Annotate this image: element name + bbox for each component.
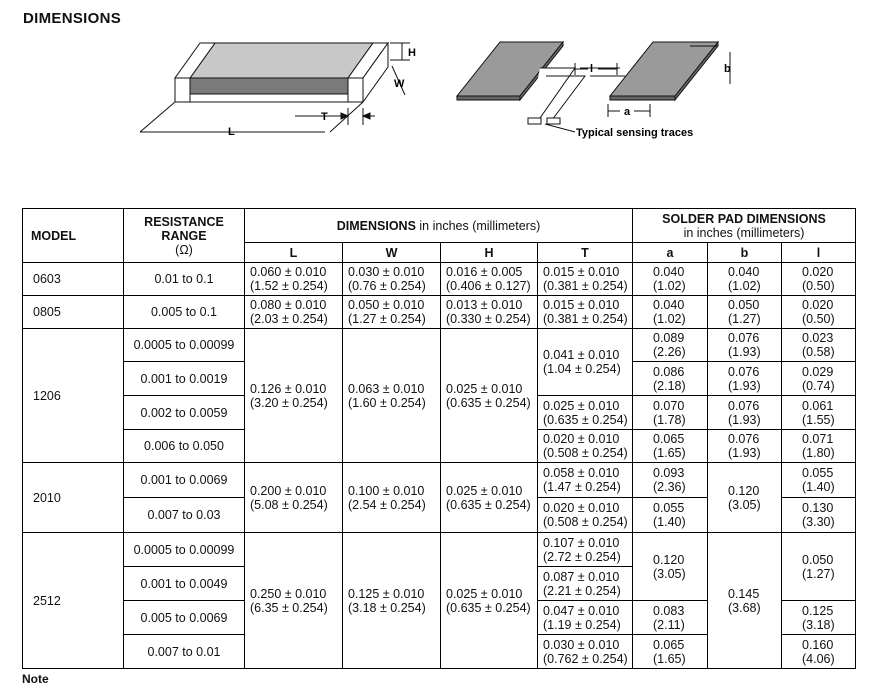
resistance-cell: 0.007 to 0.01	[124, 635, 245, 669]
b-cell: 0.076 (1.93)	[708, 430, 782, 463]
w-cell: 0.030 ± 0.010 (0.76 ± 0.254)	[343, 263, 441, 296]
l-cell: 0.200 ± 0.010 (5.08 ± 0.254)	[245, 463, 343, 533]
a-cell: 0.065 (1.65)	[633, 635, 708, 669]
pad-l-cell: 0.130 (3.30)	[782, 498, 856, 533]
l-cell: 0.060 ± 0.010 (1.52 ± 0.254)	[245, 263, 343, 296]
t-cell: 0.015 ± 0.010 (0.381 ± 0.254)	[538, 263, 633, 296]
header-b: b	[708, 243, 782, 263]
t-cell: 0.047 ± 0.010 (1.19 ± 0.254)	[538, 601, 633, 635]
model-cell: 0603	[23, 263, 124, 296]
b-cell: 0.076 (1.93)	[708, 329, 782, 362]
header-solder-sub: in inches (millimeters)	[683, 225, 805, 240]
a-cell: 0.089 (2.26)	[633, 329, 708, 362]
label-h: H	[408, 47, 416, 59]
h-cell: 0.013 ± 0.010 (0.330 ± 0.254)	[441, 296, 538, 329]
b-cell: 0.076 (1.93)	[708, 362, 782, 396]
resistance-cell: 0.007 to 0.03	[124, 498, 245, 533]
a-cell: 0.040 (1.02)	[633, 296, 708, 329]
b-cell: 0.040 (1.02)	[708, 263, 782, 296]
b-cell: 0.120 (3.05)	[708, 463, 782, 533]
model-cell: 0805	[23, 296, 124, 329]
resistance-cell: 0.001 to 0.0049	[124, 567, 245, 601]
pad-l-cell: 0.020 (0.50)	[782, 263, 856, 296]
h-cell: 0.025 ± 0.010 (0.635 ± 0.254)	[441, 463, 538, 533]
header-model: MODEL	[23, 209, 124, 263]
a-cell: 0.086 (2.18)	[633, 362, 708, 396]
sensing-traces-callout: Typical sensing traces	[576, 127, 694, 139]
t-cell: 0.020 ± 0.010 (0.508 ± 0.254)	[538, 498, 633, 533]
header-t: T	[538, 243, 633, 263]
pad-l-cell: 0.160 (4.06)	[782, 635, 856, 669]
pad-l-cell: 0.023 (0.58)	[782, 329, 856, 362]
resistor-chip-drawing	[140, 43, 410, 132]
header-resistance-line1: RESISTANCE	[144, 214, 224, 229]
t-cell: 0.020 ± 0.010 (0.508 ± 0.254)	[538, 430, 633, 463]
resistance-cell: 0.001 to 0.0069	[124, 463, 245, 498]
table-row	[23, 329, 856, 362]
t-cell: 0.041 ± 0.010 (1.04 ± 0.254)	[538, 329, 633, 396]
header-h: H	[441, 243, 538, 263]
label-t: T	[321, 111, 328, 123]
pad-l-cell: 0.071 (1.80)	[782, 430, 856, 463]
note-heading: Note	[22, 672, 49, 686]
table-row	[23, 296, 856, 329]
a-cell: 0.040 (1.02)	[633, 263, 708, 296]
w-cell: 0.063 ± 0.010 (1.60 ± 0.254)	[343, 329, 441, 463]
label-pad-b: b	[724, 63, 731, 75]
t-cell: 0.030 ± 0.010 (0.762 ± 0.254)	[538, 635, 633, 669]
pad-l-cell: 0.050 (1.27)	[782, 533, 856, 601]
header-solder-pad	[633, 209, 856, 243]
l-cell: 0.080 ± 0.010 (2.03 ± 0.254)	[245, 296, 343, 329]
resistance-cell: 0.0005 to 0.00099	[124, 329, 245, 362]
pad-l-cell: 0.061 (1.55)	[782, 396, 856, 430]
label-pad-a: a	[624, 106, 631, 118]
pad-l-cell: 0.029 (0.74)	[782, 362, 856, 396]
l-cell: 0.250 ± 0.010 (6.35 ± 0.254)	[245, 533, 343, 669]
b-cell: 0.076 (1.93)	[708, 396, 782, 430]
a-cell: 0.070 (1.78)	[633, 396, 708, 430]
resistance-cell: 0.006 to 0.050	[124, 430, 245, 463]
t-cell: 0.107 ± 0.010 (2.72 ± 0.254)	[538, 533, 633, 567]
resistance-cell: 0.002 to 0.0059	[124, 396, 245, 430]
a-cell: 0.093 (2.36)	[633, 463, 708, 498]
a-cell: 0.055 (1.40)	[633, 498, 708, 533]
table-row	[23, 463, 856, 498]
header-resistance-range	[124, 209, 245, 263]
page-title: DIMENSIONS	[23, 10, 122, 27]
pad-l-cell: 0.055 (1.40)	[782, 463, 856, 498]
t-cell: 0.087 ± 0.010 (2.21 ± 0.254)	[538, 567, 633, 601]
h-cell: 0.016 ± 0.005 (0.406 ± 0.127)	[441, 263, 538, 296]
b-cell: 0.145 (3.68)	[708, 533, 782, 669]
w-cell: 0.125 ± 0.010 (3.18 ± 0.254)	[343, 533, 441, 669]
header-resistance-unit: (Ω)	[175, 242, 193, 257]
table-row	[23, 263, 856, 296]
a-cell: 0.120 (3.05)	[633, 533, 708, 601]
resistance-cell: 0.005 to 0.1	[124, 296, 245, 329]
header-a: a	[633, 243, 708, 263]
header-dimensions-sub: in inches (millimeters)	[415, 218, 541, 233]
model-cell: 2512	[23, 533, 124, 669]
dimensions-table	[22, 208, 856, 669]
header-solder-title: SOLDER PAD DIMENSIONS	[662, 211, 826, 226]
table-row	[23, 533, 856, 567]
header-pad-l: l	[782, 243, 856, 263]
pad-l-cell: 0.125 (3.18)	[782, 601, 856, 635]
t-cell: 0.015 ± 0.010 (0.381 ± 0.254)	[538, 296, 633, 329]
header-dimensions-title: DIMENSIONS	[336, 218, 416, 233]
label-l: L	[228, 126, 235, 138]
h-cell: 0.025 ± 0.010 (0.635 ± 0.254)	[441, 329, 538, 463]
model-cell: 1206	[23, 329, 124, 463]
a-cell: 0.065 (1.65)	[633, 430, 708, 463]
header-resistance-line2: RANGE	[161, 228, 207, 243]
w-cell: 0.100 ± 0.010 (2.54 ± 0.254)	[343, 463, 441, 533]
l-cell: 0.126 ± 0.010 (3.20 ± 0.254)	[245, 329, 343, 463]
a-cell: 0.083 (2.11)	[633, 601, 708, 635]
resistance-cell: 0.005 to 0.0069	[124, 601, 245, 635]
header-l: L	[245, 243, 343, 263]
h-cell: 0.025 ± 0.010 (0.635 ± 0.254)	[441, 533, 538, 669]
resistance-cell: 0.0005 to 0.00099	[124, 533, 245, 567]
b-cell: 0.050 (1.27)	[708, 296, 782, 329]
model-cell: 2010	[23, 463, 124, 533]
dimensions-diagram	[0, 0, 888, 200]
w-cell: 0.050 ± 0.010 (1.27 ± 0.254)	[343, 296, 441, 329]
header-w: W	[343, 243, 441, 263]
pad-l-cell: 0.020 (0.50)	[782, 296, 856, 329]
header-dimensions	[245, 209, 633, 243]
label-pad-l: l	[590, 63, 594, 75]
solder-pad-drawing	[457, 42, 730, 132]
resistance-cell: 0.001 to 0.0019	[124, 362, 245, 396]
label-w: W	[394, 78, 405, 90]
resistance-cell: 0.01 to 0.1	[124, 263, 245, 296]
t-cell: 0.058 ± 0.010 (1.47 ± 0.254)	[538, 463, 633, 498]
t-cell: 0.025 ± 0.010 (0.635 ± 0.254)	[538, 396, 633, 430]
